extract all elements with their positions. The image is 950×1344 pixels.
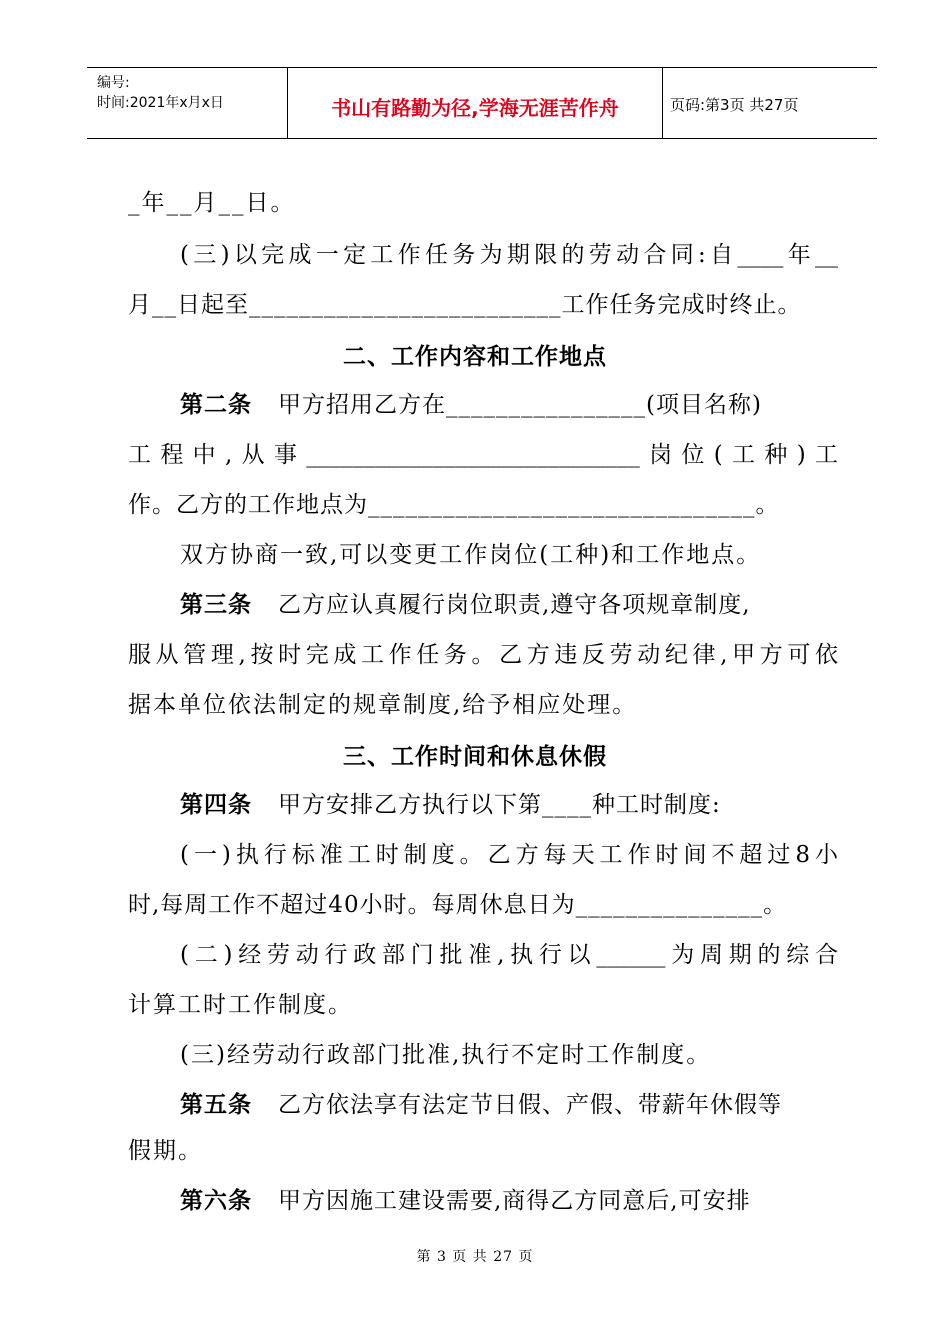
section-heading-work-content: 二、工作内容和工作地点 xyxy=(343,344,607,370)
article-3-text-1: 乙方应认真履行岗位职责,遵守各项规章制度, xyxy=(278,592,751,618)
standard-hours-line-2: 时,每周工作不超过40小时。每周休息日为_______________。 xyxy=(128,892,788,918)
article-5-line-2: 假期。 xyxy=(128,1138,203,1164)
article-2-label: 第二条 xyxy=(180,392,252,418)
article-2-line-3: 作。乙方的工作地点为_______________________________。 xyxy=(128,492,780,518)
page-header xyxy=(87,67,877,139)
article-6-text-1: 甲方因施工建设需要,商得乙方同意后,可安排 xyxy=(278,1188,751,1214)
comprehensive-hours-line-1: (二)经劳动行政部门批准,执行以______为周期的综合 xyxy=(180,942,838,968)
header-page-info: 页码:第3页 共27页 xyxy=(670,96,799,114)
header-motto: 书山有路勤为径,学海无涯苦作舟 xyxy=(331,96,619,120)
article-5-label: 第五条 xyxy=(180,1092,252,1118)
article-4-text-1: 甲方安排乙方执行以下第____种工时制度: xyxy=(278,792,721,818)
article-4-label: 第四条 xyxy=(180,792,252,818)
article-3-line-1 xyxy=(180,588,838,622)
article-2-text-1: 甲方招用乙方在________________(项目名称) xyxy=(278,392,762,418)
document-time-label: 时间:2021年x月x日 xyxy=(97,95,224,111)
text-line-task-contract-2: 月__日起至_________________________工作任务完成时终止。 xyxy=(128,292,802,318)
article-2-line-1 xyxy=(180,388,838,422)
article-3-label: 第三条 xyxy=(180,592,252,618)
standard-hours-line-1: (一)执行标准工时制度。乙方每天工作时间不超过8小 xyxy=(180,842,838,868)
article-5-text-1: 乙方依法享有法定节日假、产假、带薪年休假等 xyxy=(278,1092,782,1118)
section-heading-work-hours: 三、工作时间和休息休假 xyxy=(343,744,607,770)
flexible-hours-line: (三)经劳动行政部门批准,执行不定时工作制度。 xyxy=(180,1042,712,1068)
article-3-line-3: 据本单位依法制定的规章制度,给予相应处理。 xyxy=(128,692,638,718)
article-4-line-1 xyxy=(180,788,838,822)
article-6-label: 第六条 xyxy=(180,1188,252,1214)
article-6-line-1 xyxy=(180,1184,838,1218)
header-page-cell xyxy=(662,68,877,138)
article-2-line-2: 工程中,从事_____________________________岗位(工种)工 xyxy=(128,442,838,468)
text-line-task-contract-1: (三)以完成一定工作任务为期限的劳动合同:自____年__ xyxy=(180,242,838,268)
article-5-line-1 xyxy=(180,1088,838,1122)
page-footer: 第 3 页 共 27 页 xyxy=(416,1249,534,1265)
text-line-date-end: _年__月__日。 xyxy=(128,190,296,216)
header-meta xyxy=(87,68,287,138)
document-number-label: 编号: xyxy=(97,75,130,91)
comprehensive-hours-line-2: 计算工时工作制度。 xyxy=(128,992,353,1018)
header-motto-cell xyxy=(287,68,663,138)
text-line-negotiate: 双方协商一致,可以变更工作岗位(工种)和工作地点。 xyxy=(180,542,762,568)
article-3-line-2: 服从管理,按时完成工作任务。乙方违反劳动纪律,甲方可依 xyxy=(128,642,838,668)
